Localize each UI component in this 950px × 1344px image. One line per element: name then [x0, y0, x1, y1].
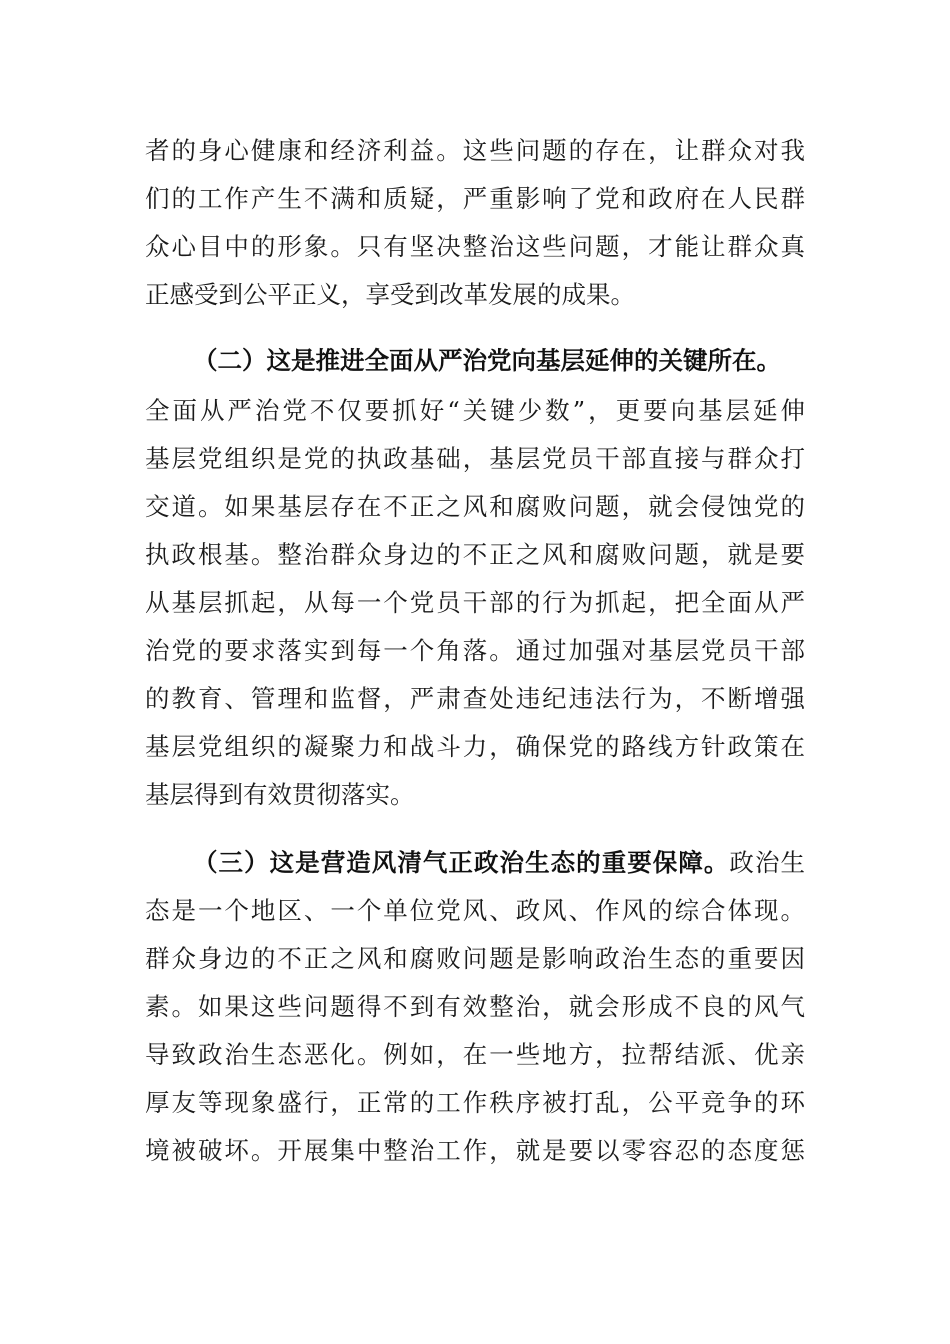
paragraph-3-line-6: 境被破坏。开展集中整治工作，就是要以零容忍的态度惩 — [145, 1136, 805, 1165]
paragraph-2-line-1: 全面从严治党不仅要抓好“关键少数”，更要向基层延伸 — [145, 396, 805, 425]
paragraph-3-line-2: 群众身边的不正之风和腐败问题是影响政治生态的重要因 — [145, 944, 805, 973]
paragraph-2-line-8: 基层党组织的凝聚力和战斗力，确保党的路线方针政策在 — [145, 732, 805, 761]
paragraph-2-line-4: 执政根基。整治群众身边的不正之风和腐败问题，就是要 — [145, 540, 805, 569]
paragraph-2-line-7: 的教育、管理和监督，严肃查处违纪违法行为，不断增强 — [145, 684, 805, 713]
paragraph-1-line-4: 正感受到公平正义，享受到改革发展的成果。 — [145, 280, 635, 309]
paragraph-2-line-6: 治党的要求落实到每一个角落。通过加强对基层党员干部 — [145, 636, 805, 665]
section-3-heading: （三）这是营造风清气正政治生态的重要保障。 — [193, 848, 730, 877]
paragraph-3-line-3: 素。如果这些问题得不到有效整治，就会形成不良的风气 — [145, 992, 805, 1021]
paragraph-1-line-2: 们的工作产生不满和质疑，严重影响了党和政府在人民群 — [145, 184, 805, 213]
paragraph-2-line-2: 基层党组织是党的执政基础，基层党员干部直接与群众打 — [145, 444, 805, 473]
paragraph-3-line-4: 导致政治生态恶化。例如，在一些地方，拉帮结派、优亲 — [145, 1040, 805, 1069]
paragraph-3-line-1: 态是一个地区、一个单位党风、政风、作风的综合体现。 — [145, 896, 805, 925]
paragraph-2-line-3: 交道。如果基层存在不正之风和腐败问题，就会侵蚀党的 — [145, 492, 805, 521]
section-3-first-line — [193, 843, 805, 883]
paragraph-3-line-5: 厚友等现象盛行，正常的工作秩序被打乱，公平竞争的环 — [145, 1088, 805, 1117]
section-2-heading: （二）这是推进全面从严治党向基层延伸的关键所在。 — [193, 346, 781, 375]
section-3-first-line-rest: 政治生 — [729, 848, 805, 877]
paragraph-1-line-1: 者的身心健康和经济利益。这些问题的存在，让群众对我 — [145, 136, 805, 165]
paragraph-2-line-5: 从基层抓起，从每一个党员干部的行为抓起，把全面从严 — [145, 588, 805, 617]
paragraph-1-line-3: 众心目中的形象。只有坚决整治这些问题，才能让群众真 — [145, 232, 805, 261]
paragraph-2-line-9: 基层得到有效贯彻落实。 — [145, 780, 415, 809]
